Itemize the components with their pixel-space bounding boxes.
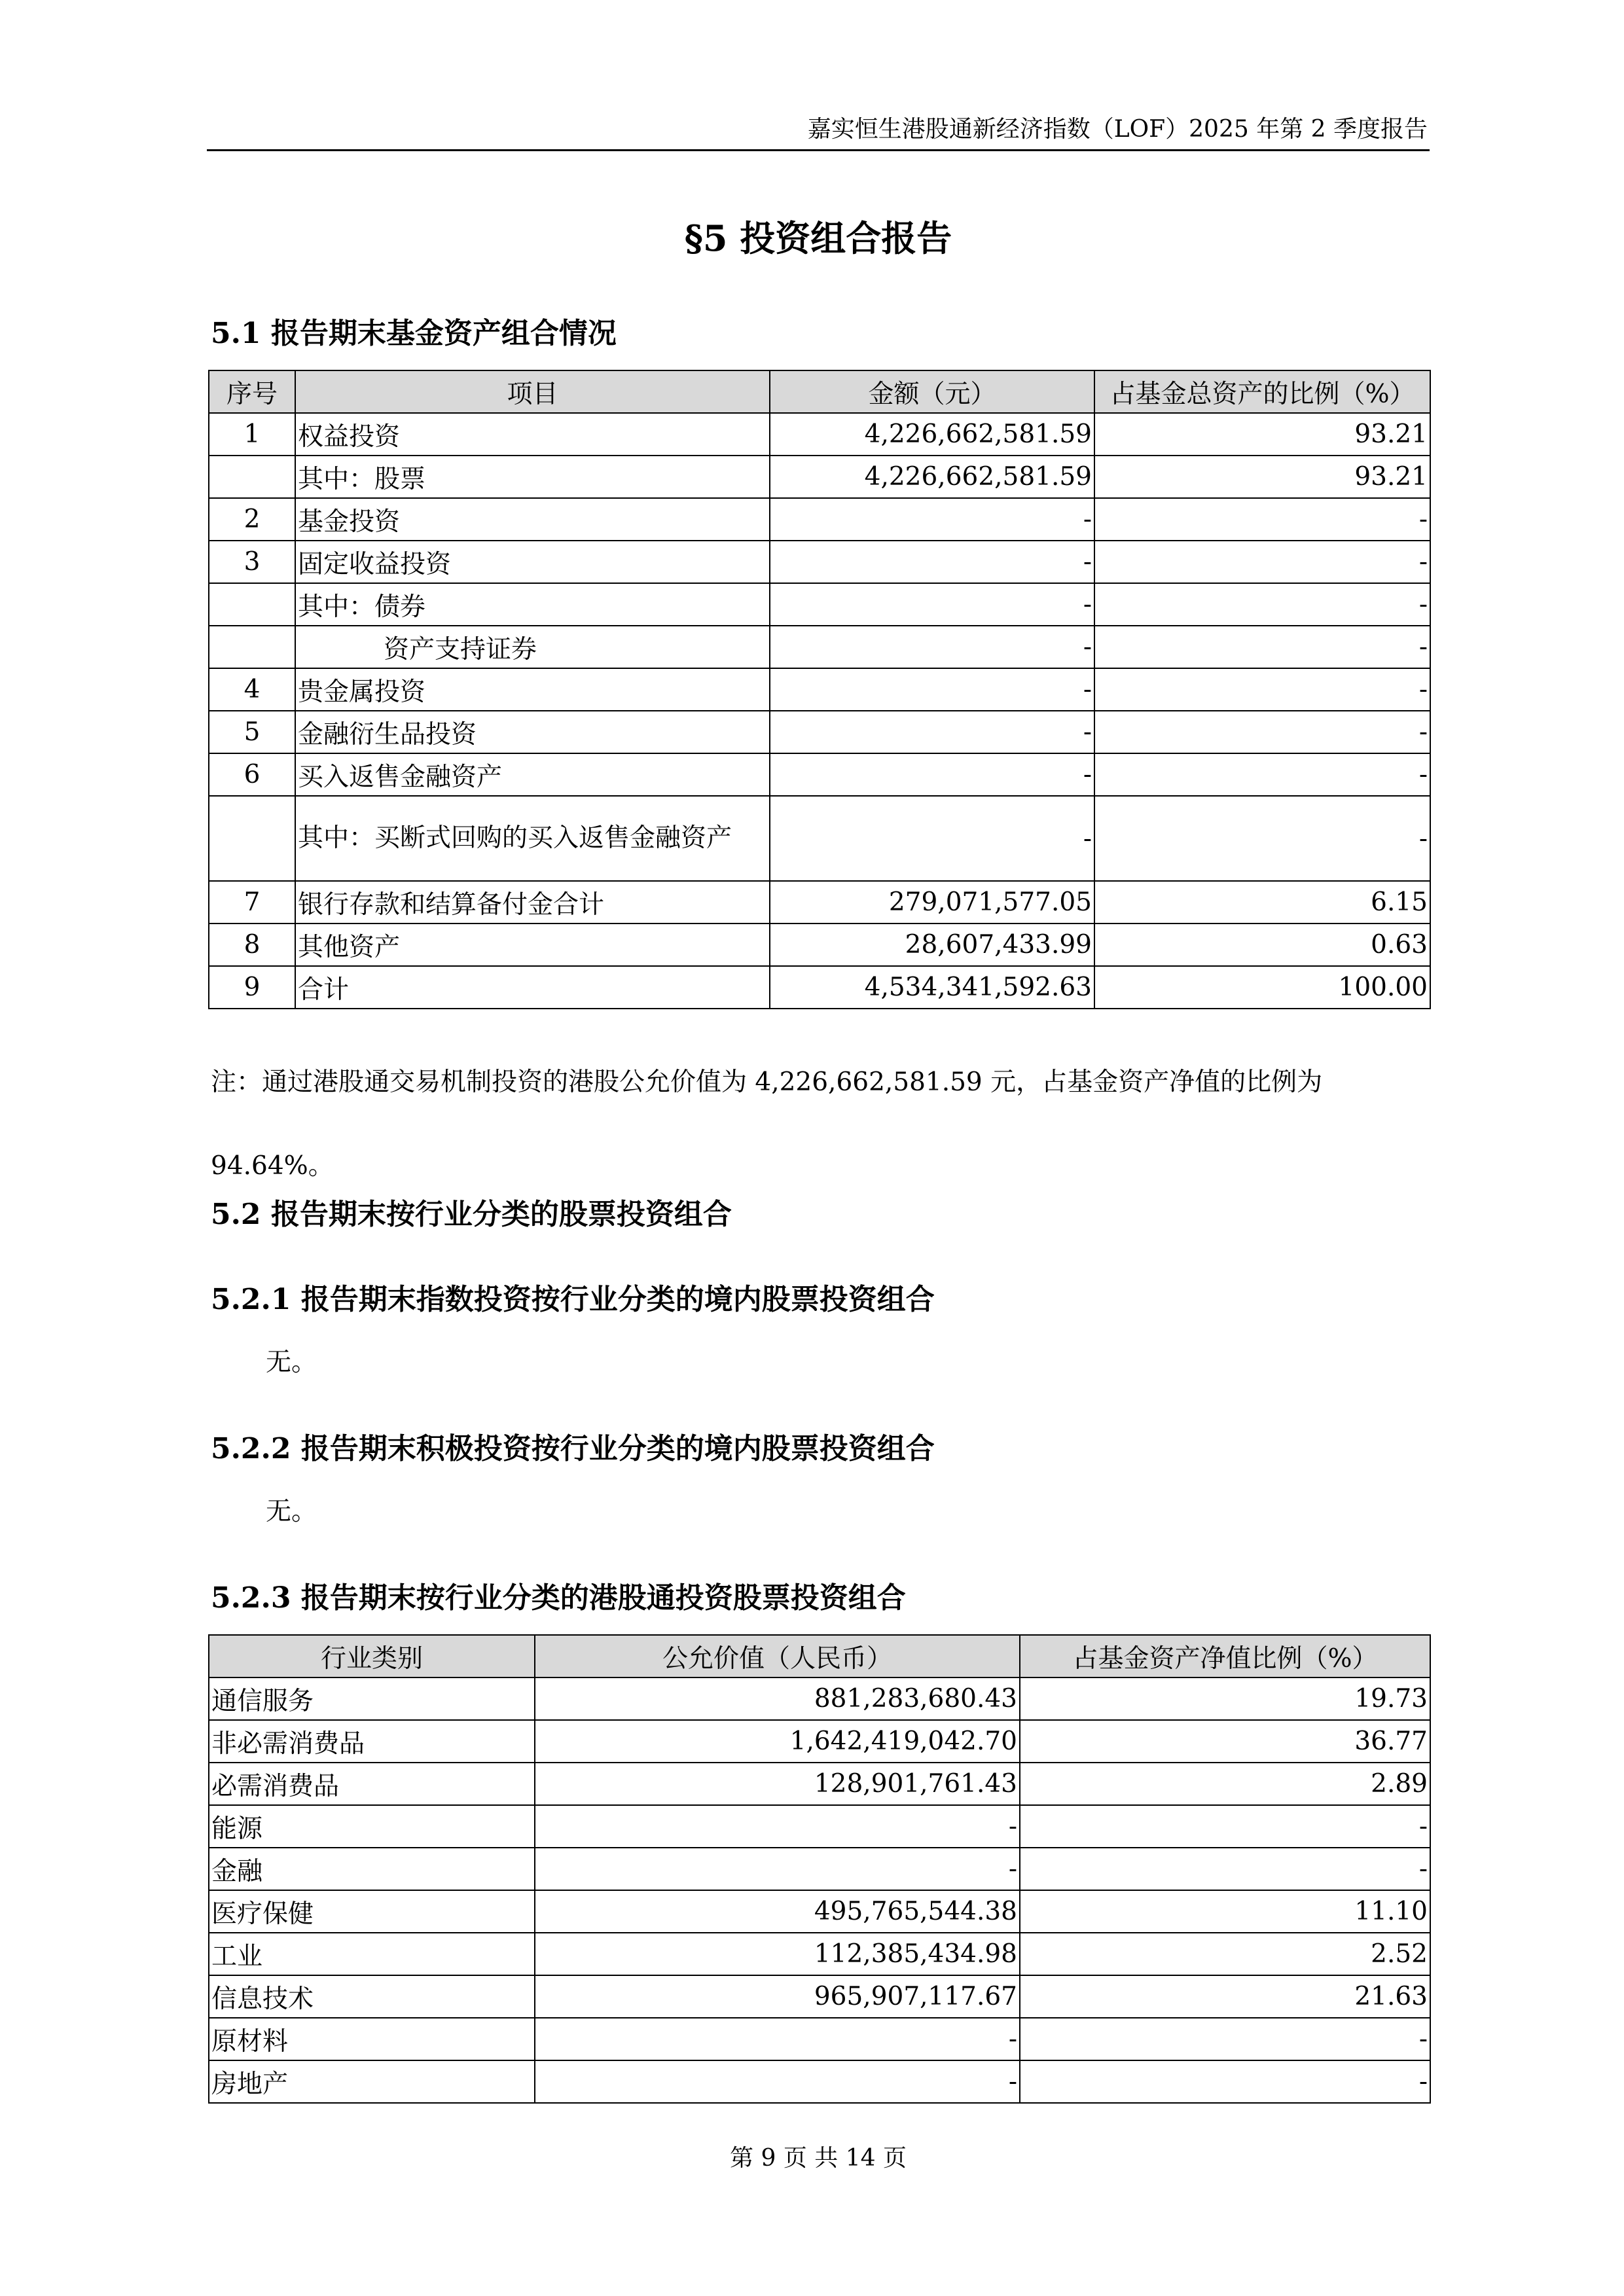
table-row — [209, 711, 1430, 753]
row-no: 9 — [209, 966, 295, 1009]
row-amount: 279,071,577.05 — [770, 881, 1094, 924]
table-row — [209, 966, 1430, 1009]
table-row — [209, 1890, 1430, 1933]
row-item: 固定收益投资 — [295, 541, 770, 583]
row-amount: - — [770, 583, 1094, 626]
table-row — [209, 924, 1430, 966]
row-item: 贵金属投资 — [295, 668, 770, 711]
row-no — [209, 796, 295, 881]
row-amount: 4,534,341,592.63 — [770, 966, 1094, 1009]
row-item: 买入返售金融资产 — [295, 753, 770, 796]
row-item: 银行存款和结算备付金合计 — [295, 881, 770, 924]
row-fair-value: 1,642,419,042.70 — [535, 1720, 1020, 1763]
table-header-row — [209, 1635, 1430, 1677]
table-row — [209, 1848, 1430, 1890]
row-amount: 28,607,433.99 — [770, 924, 1094, 966]
row-fair-value: 112,385,434.98 — [535, 1933, 1020, 1975]
row-amount: - — [770, 796, 1094, 881]
row-no: 5 — [209, 711, 295, 753]
row-fair-value: 495,765,544.38 — [535, 1890, 1020, 1933]
row-ratio: - — [1094, 668, 1430, 711]
section-5-1-note: 注：通过港股通交易机制投资的港股公允价值为 4,226,662,581.59 元，占基金资产净值的比例为 94.64%。 — [211, 1067, 1323, 1181]
table-row — [209, 583, 1430, 626]
table-row — [209, 1677, 1430, 1720]
row-nav-ratio: - — [1020, 1848, 1430, 1890]
table-row — [209, 541, 1430, 583]
row-no: 8 — [209, 924, 295, 966]
row-no: 3 — [209, 541, 295, 583]
row-item: 权益投资 — [295, 413, 770, 456]
row-no: 7 — [209, 881, 295, 924]
section-5-2-heading: 5.2 报告期末按行业分类的股票投资组合 — [211, 1198, 732, 1231]
row-nav-ratio: 2.89 — [1020, 1763, 1430, 1805]
table-row — [209, 626, 1430, 668]
section-5-2-3-heading: 5.2.3 报告期末按行业分类的港股通投资股票投资组合 — [211, 1581, 906, 1615]
row-ratio: 100.00 — [1094, 966, 1430, 1009]
page-title: §5 投资组合报告 — [684, 217, 952, 259]
row-nav-ratio: 2.52 — [1020, 1933, 1430, 1975]
table-row — [209, 1805, 1430, 1848]
table-row — [209, 881, 1430, 924]
row-industry: 医疗保健 — [209, 1890, 535, 1933]
row-ratio: - — [1094, 583, 1430, 626]
col-header-no: 序号 — [209, 370, 295, 413]
row-industry: 通信服务 — [209, 1677, 535, 1720]
row-fair-value: 881,283,680.43 — [535, 1677, 1020, 1720]
row-item: 其中：债券 — [295, 583, 770, 626]
row-fair-value: - — [535, 2018, 1020, 2060]
row-ratio: - — [1094, 753, 1430, 796]
row-no — [209, 626, 295, 668]
row-ratio: - — [1094, 626, 1430, 668]
table-row — [209, 796, 1430, 881]
row-industry: 工业 — [209, 1933, 535, 1975]
row-fair-value: - — [535, 1805, 1020, 1848]
row-industry: 信息技术 — [209, 1975, 535, 2018]
row-fair-value: - — [535, 1848, 1020, 1890]
row-nav-ratio: 19.73 — [1020, 1677, 1430, 1720]
row-industry: 能源 — [209, 1805, 535, 1848]
report-header-title: 嘉实恒生港股通新经济指数（LOF）2025 年第 2 季度报告 — [807, 116, 1428, 143]
table-row — [209, 1933, 1430, 1975]
col-header-industry: 行业类别 — [209, 1635, 535, 1677]
row-item: 金融衍生品投资 — [295, 711, 770, 753]
row-amount: - — [770, 753, 1094, 796]
table-row — [209, 498, 1430, 541]
section-5-1-heading: 5.1 报告期末基金资产组合情况 — [211, 317, 617, 350]
table-row — [209, 456, 1430, 498]
header-divider — [207, 149, 1430, 151]
row-no: 4 — [209, 668, 295, 711]
row-nav-ratio: - — [1020, 1805, 1430, 1848]
row-ratio: - — [1094, 711, 1430, 753]
row-item: 其中：股票 — [295, 456, 770, 498]
row-ratio: - — [1094, 796, 1430, 881]
row-no: 2 — [209, 498, 295, 541]
section-5-2-1-heading: 5.2.1 报告期末指数投资按行业分类的境内股票投资组合 — [211, 1283, 935, 1316]
table-header-row — [209, 370, 1430, 413]
hk-industry-table — [208, 1634, 1431, 2104]
row-amount: - — [770, 541, 1094, 583]
table-row — [209, 1720, 1430, 1763]
row-item: 基金投资 — [295, 498, 770, 541]
table-row — [209, 753, 1430, 796]
row-item: 其中：买断式回购的买入返售金融资产 — [295, 796, 770, 881]
row-no: 6 — [209, 753, 295, 796]
section-5-2-1-text: 无。 — [266, 1348, 317, 1377]
row-ratio: 93.21 — [1094, 413, 1430, 456]
row-fair-value: 965,907,117.67 — [535, 1975, 1020, 2018]
col-header-ratio: 占基金总资产的比例（%） — [1094, 370, 1430, 413]
row-amount: - — [770, 498, 1094, 541]
row-nav-ratio: - — [1020, 2060, 1430, 2103]
row-ratio: - — [1094, 541, 1430, 583]
col-header-amount: 金额（元） — [770, 370, 1094, 413]
row-fair-value: 128,901,761.43 — [535, 1763, 1020, 1805]
row-nav-ratio: 11.10 — [1020, 1890, 1430, 1933]
row-amount: - — [770, 626, 1094, 668]
col-header-fair-value: 公允价值（人民币） — [535, 1635, 1020, 1677]
asset-allocation-table — [208, 370, 1431, 1009]
table-row — [209, 2018, 1430, 2060]
row-no — [209, 583, 295, 626]
row-ratio: 6.15 — [1094, 881, 1430, 924]
section-5-2-2-heading: 5.2.2 报告期末积极投资按行业分类的境内股票投资组合 — [211, 1432, 935, 1465]
section-5-2-2-text: 无。 — [266, 1497, 317, 1526]
row-amount: - — [770, 711, 1094, 753]
row-amount: - — [770, 668, 1094, 711]
table-row — [209, 1763, 1430, 1805]
row-industry: 房地产 — [209, 2060, 535, 2103]
row-amount: 4,226,662,581.59 — [770, 413, 1094, 456]
table-row — [209, 668, 1430, 711]
row-nav-ratio: - — [1020, 2018, 1430, 2060]
row-fair-value: - — [535, 2060, 1020, 2103]
table-row — [209, 1975, 1430, 2018]
row-no — [209, 456, 295, 498]
row-amount: 4,226,662,581.59 — [770, 456, 1094, 498]
row-industry: 金融 — [209, 1848, 535, 1890]
row-industry: 非必需消费品 — [209, 1720, 535, 1763]
row-industry: 原材料 — [209, 2018, 535, 2060]
row-ratio: 93.21 — [1094, 456, 1430, 498]
row-item: 资产支持证券 — [295, 626, 770, 668]
col-header-nav-ratio: 占基金资产净值比例（%） — [1020, 1635, 1430, 1677]
row-item: 合计 — [295, 966, 770, 1009]
row-ratio: - — [1094, 498, 1430, 541]
row-item: 其他资产 — [295, 924, 770, 966]
col-header-item: 项目 — [295, 370, 770, 413]
row-ratio: 0.63 — [1094, 924, 1430, 966]
page-number: 第 9 页 共 14 页 — [730, 2145, 907, 2172]
row-no: 1 — [209, 413, 295, 456]
row-nav-ratio: 21.63 — [1020, 1975, 1430, 2018]
table-row — [209, 2060, 1430, 2103]
table-row — [209, 413, 1430, 456]
row-industry: 必需消费品 — [209, 1763, 535, 1805]
row-nav-ratio: 36.77 — [1020, 1720, 1430, 1763]
